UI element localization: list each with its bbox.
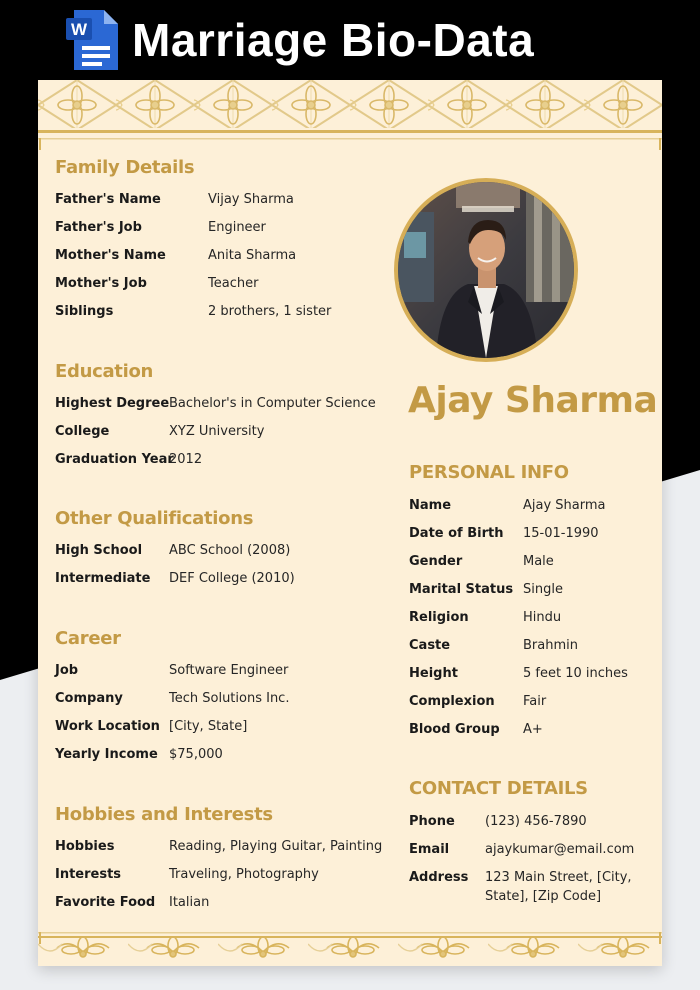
field-label: Highest Degree (55, 396, 170, 411)
field-label: Yearly Income (55, 747, 158, 762)
field-label: Interests (55, 867, 122, 882)
field-label: Mother's Job (55, 276, 147, 291)
field-value: Male (523, 554, 554, 569)
field-label: Hobbies (55, 839, 115, 854)
field-value: State], [Zip Code] (485, 889, 602, 904)
field-value: $75,000 (169, 747, 223, 762)
field-label: Work Location (55, 719, 160, 734)
field-label: Job (55, 663, 79, 678)
field-label: Father's Job (55, 220, 142, 235)
field-value: Bachelor's in Computer Science (169, 396, 376, 411)
hobbies-heading: Hobbies and Interests (55, 804, 273, 825)
field-value: Tech Solutions Inc. (169, 691, 290, 706)
family-details-heading: Family Details (55, 157, 195, 178)
education-heading: Education (55, 361, 154, 382)
field-label: High School (55, 543, 143, 558)
field-value: Single (523, 582, 563, 597)
field-value: DEF College (2010) (169, 571, 295, 586)
field-value: 2012 (169, 452, 203, 467)
personal-info-heading: PERSONAL INFO (409, 462, 569, 483)
profile-photo-frame (394, 178, 578, 362)
field-label: Mother's Name (55, 248, 166, 263)
biodata-document (38, 80, 662, 966)
contact-details-heading: CONTACT DETAILS (409, 778, 588, 799)
page-title: Marriage Bio-Data (132, 14, 535, 66)
field-value: Teacher (208, 276, 259, 291)
portrait-photo (398, 182, 574, 358)
decorative-bottom-border (38, 932, 662, 966)
field-value: ajaykumar@email.com (485, 842, 635, 857)
field-value: [City, State] (169, 719, 248, 734)
field-value: 5 feet 10 inches (523, 666, 628, 681)
field-value: Fair (523, 694, 547, 709)
field-value: Software Engineer (169, 663, 289, 678)
field-label: Marital Status (409, 582, 514, 597)
field-label: Address (409, 870, 469, 885)
field-label: College (55, 424, 110, 439)
field-value: (123) 456-7890 (485, 814, 587, 829)
header (0, 0, 700, 80)
career-heading: Career (55, 628, 121, 649)
field-label: Caste (409, 638, 451, 653)
field-value: 123 Main Street, [City, (485, 870, 632, 885)
field-label: Gender (409, 554, 463, 569)
field-value: XYZ University (169, 424, 265, 439)
field-value: Traveling, Photography (169, 867, 319, 882)
field-label: Complexion (409, 694, 495, 709)
field-label: Father's Name (55, 192, 161, 207)
field-value: 15-01-1990 (523, 526, 599, 541)
field-label: Email (409, 842, 450, 857)
field-label: Company (55, 691, 123, 706)
field-value: Italian (169, 895, 210, 910)
field-value: Hindu (523, 610, 562, 625)
field-label: Graduation Year (55, 452, 174, 467)
field-label: Date of Birth (409, 526, 504, 541)
field-value: Engineer (208, 220, 266, 235)
svg-text:W: W (70, 20, 88, 39)
field-value: Reading, Playing Guitar, Painting (169, 839, 383, 854)
field-value: Brahmin (523, 638, 578, 653)
field-label: Siblings (55, 304, 114, 319)
field-value: Anita Sharma (208, 248, 297, 263)
field-label: Intermediate (55, 571, 151, 586)
field-label: Blood Group (409, 722, 500, 737)
field-label: Religion (409, 610, 469, 625)
word-document-icon (66, 10, 118, 70)
field-label: Name (409, 498, 452, 513)
field-label: Phone (409, 814, 455, 829)
field-label: Favorite Food (55, 895, 156, 910)
field-value: Ajay Sharma (523, 498, 606, 513)
field-value: A+ (523, 722, 543, 737)
decorative-top-border (38, 80, 662, 150)
field-value: 2 brothers, 1 sister (208, 304, 332, 319)
field-value: ABC School (2008) (169, 543, 291, 558)
qualifications-heading: Other Qualifications (55, 508, 254, 529)
field-value: Vijay Sharma (208, 192, 294, 207)
candidate-name: Ajay Sharma (408, 380, 658, 421)
field-label: Height (409, 666, 458, 681)
